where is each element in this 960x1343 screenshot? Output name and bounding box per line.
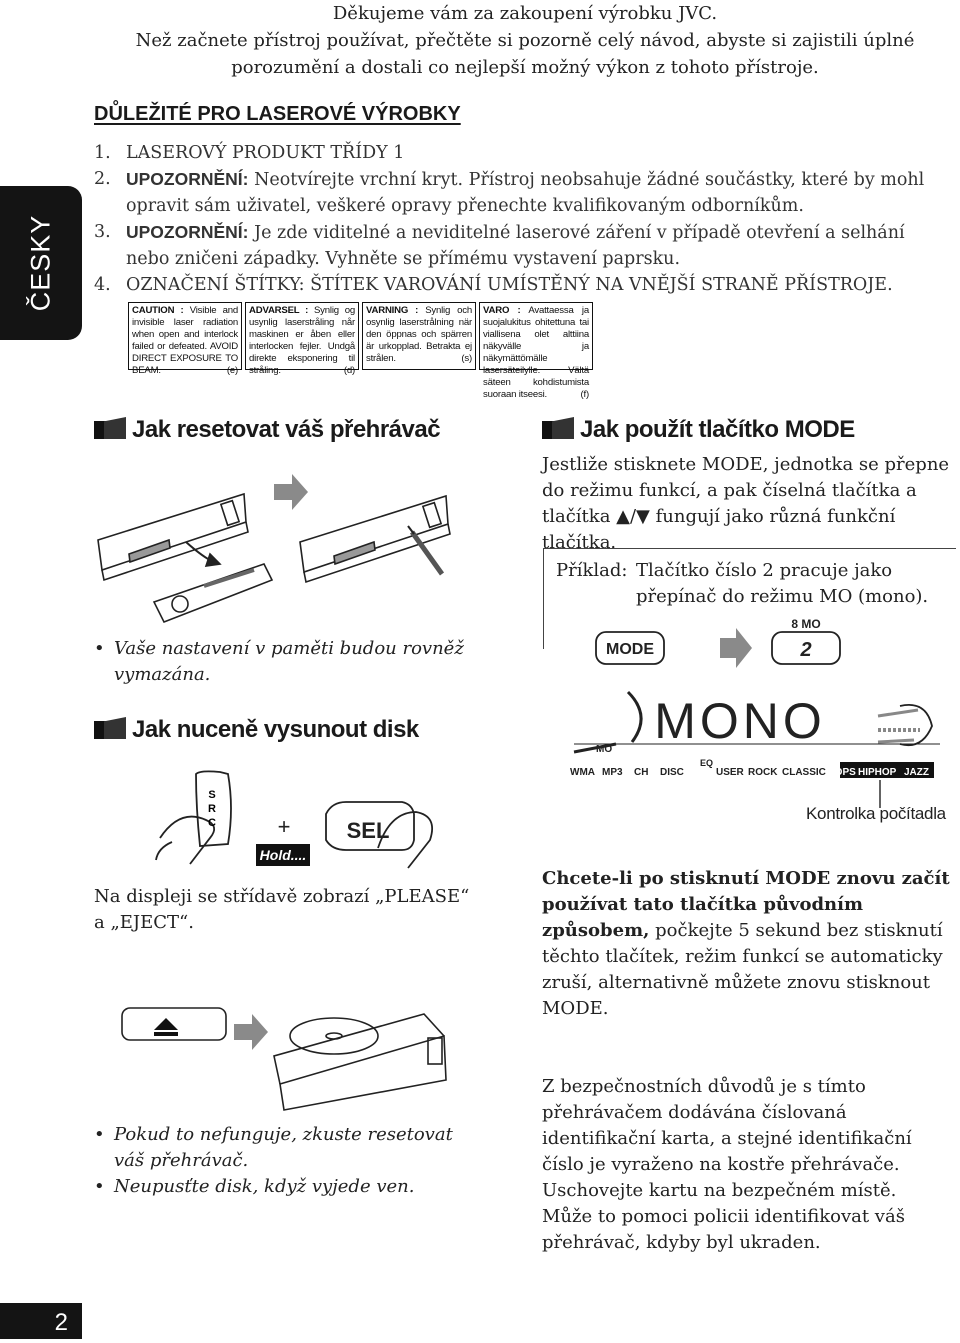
item-number: 2. bbox=[94, 169, 111, 189]
section-icon bbox=[542, 417, 574, 439]
laser-item-3 bbox=[94, 219, 944, 272]
item-label: UPOZORNĚNÍ: bbox=[126, 169, 249, 189]
label-title: VARO : bbox=[483, 305, 521, 316]
eject-icon bbox=[154, 1018, 178, 1030]
src-letter-s: S bbox=[208, 789, 216, 801]
button-function-label: 8 MO bbox=[791, 617, 821, 631]
reset-heading bbox=[94, 416, 440, 444]
label-code: (e) bbox=[226, 365, 238, 376]
laser-item-2 bbox=[94, 166, 944, 219]
eject-text: Na displeji se střídavě zobrazí „PLEASE“ a „EJECT“. bbox=[94, 886, 470, 933]
warning-label-finnish bbox=[479, 302, 593, 400]
eject-buttons-illustration bbox=[150, 768, 450, 872]
display-illustration bbox=[560, 612, 960, 826]
eq-pops: POPS bbox=[828, 767, 856, 778]
label-text: Synlig och osynlig laserstrålning när den öppnas och spärren är urkopplad. Betrakta ej strålen. bbox=[366, 305, 473, 364]
label-text: Avattaessa ja suojalukitus ohitettuna tai viallisena olet alttiina näkyvälle ja näkymättömälle lasersäteilylle. Vältä säteen kohdistumista suoraan itseesi. bbox=[483, 305, 590, 400]
intro-thanks: Děkujeme vám za zakoupení výrobku JVC. bbox=[332, 3, 718, 24]
display-mo: MO bbox=[596, 744, 613, 755]
unit-bottom bbox=[102, 522, 248, 580]
mode-button-label: MODE bbox=[606, 641, 654, 658]
safety-text: Z bezpečnostních důvodů je s tímto přehrávačem dodávána číslovaná identifikační karta, a stejné identifikační číslo je vyraženo na kostře přehrávače. Uschovejte kartu na bezpečném místě. Může to pomoci policii identifikovat váš přehrávač, kdyby byl ukraden. bbox=[542, 1076, 912, 1253]
mode-heading bbox=[542, 416, 855, 444]
item-text: OZNAČENÍ ŠTÍTKY: ŠTÍTEK VAROVÁNÍ UMÍSTĚNÝ NA VNĚJŠÍ STRANĚ PŘÍSTROJE. bbox=[126, 275, 893, 295]
arrow-icon bbox=[720, 628, 752, 668]
eq-classic: CLASSIC bbox=[782, 767, 826, 778]
disc bbox=[290, 1018, 378, 1054]
mode-heading-text: Jak použít tlačítko MODE bbox=[580, 416, 855, 443]
laser-item-4 bbox=[94, 272, 944, 298]
display-eq: EQ bbox=[700, 758, 714, 768]
item-label: UPOZORNĚNÍ: bbox=[126, 222, 249, 242]
example-label: Příklad: bbox=[556, 560, 628, 581]
mode-cancel-text bbox=[542, 866, 952, 1022]
item-number: 4. bbox=[94, 275, 111, 295]
eject-heading-text: Jak nuceně vysunout disk bbox=[132, 716, 419, 743]
indicator-wma: WMA bbox=[570, 767, 595, 778]
item-number: 3. bbox=[94, 222, 111, 242]
label-code: (d) bbox=[343, 365, 355, 376]
label-title: CAUTION : bbox=[132, 305, 184, 316]
item-text: Je zde viditelné a neviditelné laserové záření v případě otevření a selhání nebo zničeni západky. Vyhněte se přímému vystavení paprsku. bbox=[126, 223, 905, 269]
label-text: Visible and invisible laser radiation when open and interlock failed or defeated. AVOID DIRECT EXPOSURE TO BEAM. bbox=[132, 305, 238, 376]
section-icon bbox=[94, 417, 126, 439]
hold-label: Hold.... bbox=[259, 847, 307, 863]
item-text: Neotvírejte vrchní kryt. Přístroj neobsahuje žádné součástky, které by mohl opravit sám uživatel, veškeré opravy přenechte kvalifikovaným odborníkům. bbox=[126, 170, 925, 216]
warning-label-danish bbox=[245, 302, 359, 376]
detached-panel bbox=[154, 564, 272, 622]
eject-bullet-1: • Pokud to nefunguje, zkuste resetovat váš přehrávač. bbox=[94, 1122, 474, 1174]
src-letter-c: C bbox=[208, 817, 216, 829]
label-code: (s) bbox=[461, 353, 472, 364]
arrow-icon bbox=[274, 474, 308, 510]
reset-heading-text: Jak resetovat váš přehrávač bbox=[132, 416, 441, 443]
mode-cancel-rest: počkejte 5 sekund bez stisknutí těchto tlačítek, režim funkcí se automaticky zruší, alternativně můžete znovu stisknout MODE. bbox=[542, 920, 943, 1019]
finger-left bbox=[160, 817, 214, 864]
language-tab bbox=[0, 186, 82, 340]
src-letter-r: R bbox=[208, 803, 216, 815]
mode-cancel-bold: Chcete-li po stisknutí MODE znovu začít používat tato tlačítka původním způsobem, bbox=[542, 868, 950, 941]
eject-bullet-2: • Neupusťte disk, když vyjede ven. bbox=[94, 1174, 474, 1200]
label-text: Synlig og usynlig laserstråling når maskinen er åben eller interlocken fejler. Undgå direkte eksponering til stråling. bbox=[249, 305, 356, 376]
disc-eject-illustration bbox=[94, 996, 474, 1118]
indicator-mp3: MP3 bbox=[602, 767, 623, 778]
warning-label-swedish bbox=[362, 302, 476, 370]
arrow-icon bbox=[234, 1014, 268, 1050]
eq-hiphop: HIPHOP bbox=[858, 767, 897, 778]
eq-jazz: JAZZ bbox=[904, 767, 929, 778]
reset-note: • Vaše nastavení v paměti budou rovněž vymazána. bbox=[94, 636, 474, 688]
intro-instructions: Než začnete přístroj používat, přečtěte si pozorně celý návod, abyste si zajistili úplné porozumění a dostali co nejlepší možný výkon z tohoto přístroje. bbox=[135, 30, 915, 78]
page-number: 2 bbox=[0, 1303, 82, 1339]
laser-list bbox=[94, 140, 944, 298]
eject-bullets bbox=[94, 1122, 474, 1200]
laser-item-1 bbox=[94, 140, 944, 166]
indicator-disc: DISC bbox=[660, 767, 684, 778]
laser-heading: DŮLEŽITÉ PRO LASEROVÉ VÝROBKY bbox=[94, 103, 461, 125]
eq-rock: ROCK bbox=[748, 767, 778, 778]
warning-labels bbox=[128, 302, 596, 400]
indicator-ch: CH bbox=[634, 767, 649, 778]
eject-heading bbox=[94, 716, 419, 744]
language-tab-label: ČESKY bbox=[25, 214, 56, 312]
sel-label: SEL bbox=[346, 818, 390, 843]
mode-text: Jestliže stisknete MODE, jednotka se přepne do režimu funkcí, a pak číselná tlačítka a tlačítka ▲/▼ fungují jako různá funkční tlačítka. bbox=[542, 454, 950, 553]
eq-user: USER bbox=[716, 767, 744, 778]
display-main-text: MONO bbox=[654, 693, 826, 749]
display-arc-left bbox=[628, 692, 641, 742]
item-number: 1. bbox=[94, 143, 111, 163]
unit-faceplate-2 bbox=[300, 496, 448, 572]
plus-sign: + bbox=[277, 814, 291, 839]
label-title: ADVARSEL : bbox=[249, 305, 309, 316]
button-number: 2 bbox=[800, 639, 812, 661]
warning-label-english bbox=[128, 302, 242, 376]
example-text: Tlačítko číslo 2 pracuje jako přepínač do režimu MO (mono). bbox=[636, 560, 929, 607]
intro bbox=[90, 0, 960, 81]
section-icon bbox=[94, 717, 126, 739]
label-code: (f) bbox=[580, 389, 589, 400]
counter-label: Kontrolka počítadla bbox=[806, 804, 946, 823]
unit-faceplate bbox=[98, 494, 246, 570]
item-text: LASEROVÝ PRODUKT TŘÍDY 1 bbox=[126, 143, 405, 163]
reset-illustration bbox=[94, 462, 474, 632]
label-title: VARNING : bbox=[366, 305, 419, 316]
